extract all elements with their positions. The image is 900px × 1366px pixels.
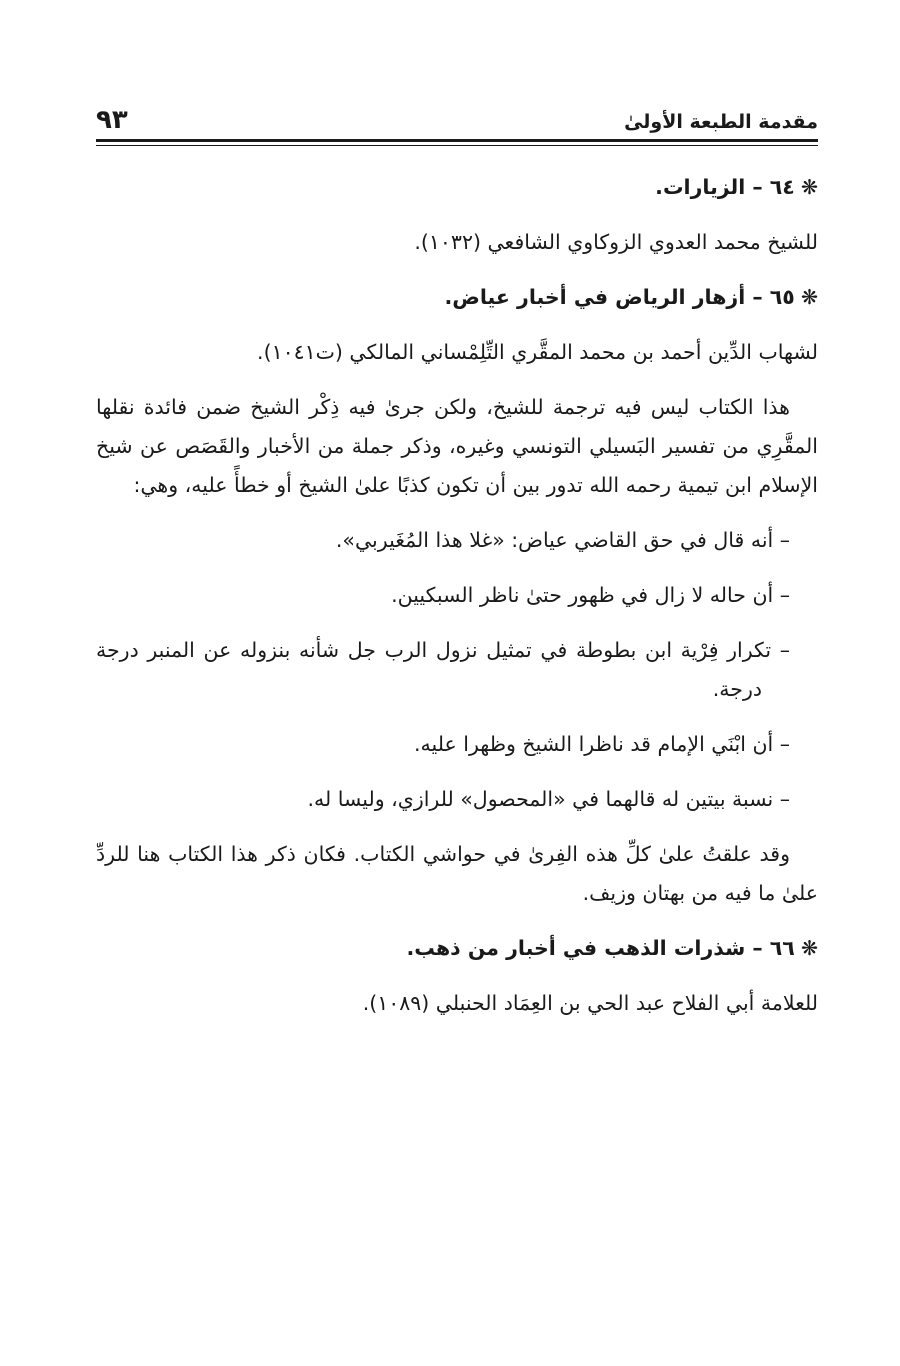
book-page xyxy=(96,0,818,1366)
star-icon: ❋ xyxy=(800,285,818,309)
entry-65-heading xyxy=(96,278,818,317)
header-rule-thick xyxy=(96,139,818,142)
list-item: – تكرار فِرْية ابن بطوطة في تمثيل نزول الرب جل شأنه بنزوله عن المنبر درجة درجة. xyxy=(96,638,790,701)
running-title: مقدمة الطبعة الأولىٰ xyxy=(624,111,818,133)
list-item: – أنه قال في حق القاضي عياض: «غلا هذا المُغَيربي». xyxy=(335,528,790,552)
page-header xyxy=(96,105,818,142)
list-item: – أن حاله لا زال في ظهور حتىٰ ناظر السبكيين. xyxy=(391,583,790,607)
entry-66-author: للعلامة أبي الفلاح عبد الحي بن العِمَاد الحنبلي (١٠٨٩). xyxy=(362,991,818,1015)
star-icon: ❋ xyxy=(800,175,818,199)
entry-65-title: ٦٥ – أزهار الرياض في أخبار عياض. xyxy=(444,285,795,309)
page-body xyxy=(96,168,818,1039)
star-icon: ❋ xyxy=(800,936,818,960)
entry-64-heading xyxy=(96,168,818,207)
page-number: ٩٣ xyxy=(96,105,128,135)
header-rule-thin xyxy=(96,145,818,146)
entry-65-closing: وقد علقتُ علىٰ كلِّ هذه الفِرىٰ في حواشي الكتاب. فكان ذكر هذا الكتاب هنا للردِّ علىٰ ما فيه من بهتان وزيف. xyxy=(96,842,818,905)
list-item: – نسبة بيتين له قالهما في «المحصول» للرازي، وليسا له. xyxy=(307,787,790,811)
entry-65-author: لشهاب الدِّين أحمد بن محمد المقَّري التِّلِمْساني المالكي (ت١٠٤١). xyxy=(257,340,818,364)
entry-65-intro: هذا الكتاب ليس فيه ترجمة للشيخ، ولكن جرىٰ فيه ذِكْر الشيخ ضمن فائدة نقلها المقَّرِي من تفسير البَسيلي التونسي وغيره، وذكر جملة من الأخبار والقَصَص عن شيخ الإسلام ابن تيمية رحمه الله تدور بين أن تكون كذبًا علىٰ الشيخ أو خطأً عليه، وهي: xyxy=(96,395,818,497)
entry-64-author: للشيخ محمد العدوي الزوكاوي الشافعي (١٠٣٢). xyxy=(414,230,818,254)
entry-66-heading xyxy=(96,929,818,968)
list-item: – أن ابْنَي الإمام قد ناظرا الشيخ وظهرا عليه. xyxy=(414,732,790,756)
entry-66-title: ٦٦ – شذرات الذهب في أخبار من ذهب. xyxy=(406,936,795,960)
entry-64-title: ٦٤ – الزيارات. xyxy=(655,175,795,199)
